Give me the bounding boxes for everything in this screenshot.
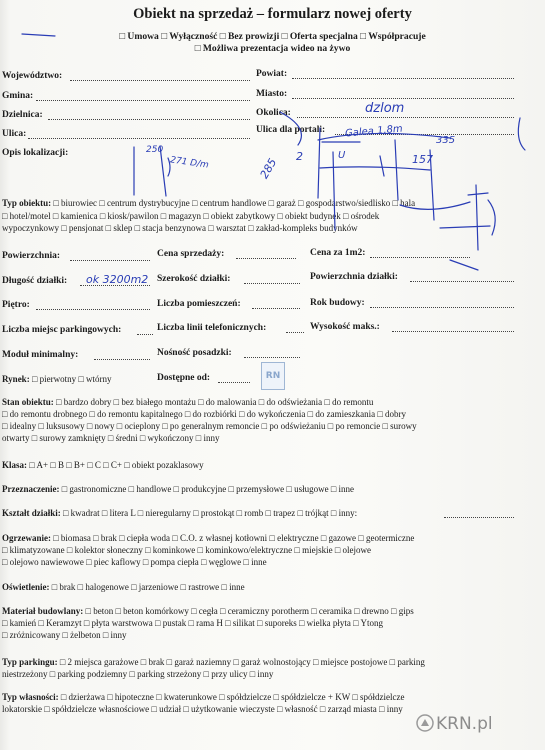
typ-obiektu-opts1[interactable]: □ biurowiec □ centrum dystrybucyjne □ centrum handlowe □ garaż □ gospodarstwo/siedlisko □ hala (53, 198, 416, 208)
przeznaczenie-options[interactable]: □ gastronomiczne □ handlowe □ produkcyjne □ przemysłowe □ usługowe □ inne (61, 484, 355, 494)
label-wojewodztwo: Województwo: (2, 71, 63, 81)
label-wysokosc: Wysokość maks.: (310, 322, 380, 332)
handwriting-opis-b: 271 D/m (169, 155, 210, 171)
typ-obiektu-line2[interactable]: □ hotel/motel □ kamienica □ kiosk/pawilon □ magazyn □ obiekt zabytkowy □ obiekt budynek □ ośrodek (2, 211, 380, 221)
label-parking: Typ parkingu: (2, 657, 58, 667)
parking-line2[interactable]: niestrzeżony □ parking podziemny □ parking strzeżony □ przy ulicy □ inny (2, 669, 274, 679)
label-ksztalt: Kształt działki: (2, 508, 61, 518)
typ-obiektu-line3[interactable]: wypoczynkowy □ pensjonat □ sklep □ stacja benzynowa □ warsztat □ zakład-kompleks budynków (2, 223, 358, 233)
label-oswietlenie: Oświetlenie: (2, 582, 50, 592)
label-powierzchnia: Powierzchnia: (2, 251, 61, 261)
label-dzielnica: Dzielnica: (2, 110, 43, 120)
agency-stamp: RN (261, 362, 285, 390)
parking-opts1[interactable]: □ 2 miejsca garażowe □ brak □ garaż naziemny □ garaż wolnostojący □ miejsce postojowe □ parking (59, 657, 425, 667)
label-material: Materiał budowlany: (2, 606, 84, 616)
label-rynek: Rynek: (2, 374, 30, 384)
krn-logo-icon (416, 714, 434, 732)
label-wlasnosc: Typ własności: (2, 692, 59, 702)
label-dlugosc: Długość działki: (2, 276, 68, 286)
label-stan: Stan obiektu: (2, 397, 54, 407)
material-opts1[interactable]: □ beton □ beton komórkowy □ cegła □ ceramiczny porotherm □ ceramika □ drewno □ gips (85, 606, 414, 616)
wlasnosc-line2[interactable]: lokatorskie □ spółdzielcze własnościowe □ udział □ użytkowanie wieczyste □ własność □ zarząd miasta □ inny (2, 704, 403, 714)
label-przeznaczenie: Przeznaczenie: (2, 484, 60, 494)
offer-options-line2: □ Możliwa prezentacja wideo na żywo (194, 43, 351, 54)
wlasnosc-opts1[interactable]: □ dzierżawa □ hipoteczne □ kwaterunkowe □ spółdzielcze □ spółdzielcze + KW □ spółdzielcze (60, 692, 405, 702)
material-line3[interactable]: □ zróżnicowany □ żelbeton □ inny (2, 630, 127, 640)
label-ulica-portal: Ulica dla portali: (256, 125, 326, 135)
label-gmina: Gmina: (2, 91, 34, 101)
ogrzewanie-line3[interactable]: □ olejowo nawiewowe □ piec kaflowy □ pompa ciepła □ węglowe □ inne (2, 557, 267, 567)
label-pow-dzialki: Powierzchnia działki: (310, 272, 398, 282)
stan-opts1[interactable]: □ bardzo dobry □ bez białego montażu □ do malowania □ do odświeżania □ do remontu (56, 397, 374, 407)
label-linie-tel: Liczba linii telefonicznych: (157, 323, 267, 333)
stan-line2[interactable]: □ do remontu drobnego □ do remontu kapitalnego □ do rozbiórki □ do wykończenia □ do zamieszkania □ dobry (2, 409, 407, 419)
label-powiat: Powiat: (256, 69, 288, 79)
handwriting-dlugosc: ok 3200m2 (86, 273, 149, 286)
label-parking-miejsca: Liczba miejsc parkingowych: (2, 325, 122, 335)
label-nosnosc: Nośność posadzki: (157, 348, 232, 358)
handwriting-portal-note: Galea 1,8m (344, 123, 404, 140)
label-ulica: Ulica: (2, 129, 27, 139)
label-cena-m2: Cena za 1m2: (310, 248, 366, 258)
label-dostepne: Dostępne od: (157, 373, 211, 383)
klasa-options[interactable]: □ A+ □ B □ B+ □ C □ C+ □ obiekt pozaklasowy (29, 460, 204, 470)
handwriting-opis-a: 250 (146, 145, 164, 155)
label-okolica: Okolica: (256, 108, 291, 118)
label-rok: Rok budowy: (310, 298, 365, 308)
ogrzewanie-opts1[interactable]: □ biomasa □ brak □ ciepła woda □ C.O. z własnej kotłowni □ elektryczne □ gazowe □ geotermiczne (53, 533, 415, 543)
oswietlenie-options[interactable]: □ brak □ halogenowe □ jarzeniowe □ rastrowe □ inne (51, 582, 245, 592)
stan-line4[interactable]: otwarty □ surowy zamknięty □ średni □ wykończony □ inny (2, 433, 220, 443)
label-pomieszczenia: Liczba pomieszczeń: (157, 299, 241, 309)
material-line2[interactable]: □ kamień □ Keramzyt □ płyta warstwowa □ pustak □ rama H □ silikat □ suporeks □ wielka płyta □ Ytong (2, 618, 384, 628)
form-title: Obiekt na sprzedaż – formularz nowej oferty (133, 6, 412, 22)
handwriting-side-157: 157 (412, 153, 433, 166)
handwriting-side-u: U (338, 150, 346, 161)
handwriting-side-335: 335 (436, 135, 456, 146)
label-miasto: Miasto: (256, 89, 288, 99)
label-opis: Opis lokalizacji: (2, 148, 69, 158)
watermark: KRN.pl (436, 714, 493, 734)
label-szerokosc: Szerokość działki: (157, 274, 231, 284)
rynek-options[interactable]: □ pierwotny □ wtórny (31, 374, 112, 384)
label-pietro: Piętro: (2, 300, 30, 310)
offer-options-line1: □ Umowa □ Wyłączność □ Bez prowizji □ Oferta specjalna □ Współpracuje (119, 31, 426, 42)
ksztalt-options[interactable]: □ kwadrat □ litera L □ nieregularny □ prostokąt □ romb □ trapez □ trójkąt □ inny: (63, 508, 358, 518)
label-cena: Cena sprzedaży: (157, 249, 225, 259)
handwriting-okolica: ǳlom (365, 101, 405, 116)
label-ogrzewanie: Ogrzewanie: (2, 533, 51, 543)
handwriting-side-285: 285 (257, 156, 280, 181)
handwriting-side-2: 2 (296, 150, 303, 163)
label-modul: Moduł minimalny: (2, 350, 79, 360)
ogrzewanie-line2[interactable]: □ klimatyzowane □ kolektor słoneczny □ kominkowe □ kominkowo/elektryczne □ miejskie □ olejowe (2, 545, 372, 555)
label-klasa: Klasa: (2, 460, 28, 470)
label-typ-obiektu: Typ obiektu: (2, 198, 52, 208)
stan-line3[interactable]: □ idealny □ luksusowy □ nowy □ ocieplony □ po generalnym remoncie □ po odświeżaniu □ po remoncie □ surowy (2, 421, 417, 431)
